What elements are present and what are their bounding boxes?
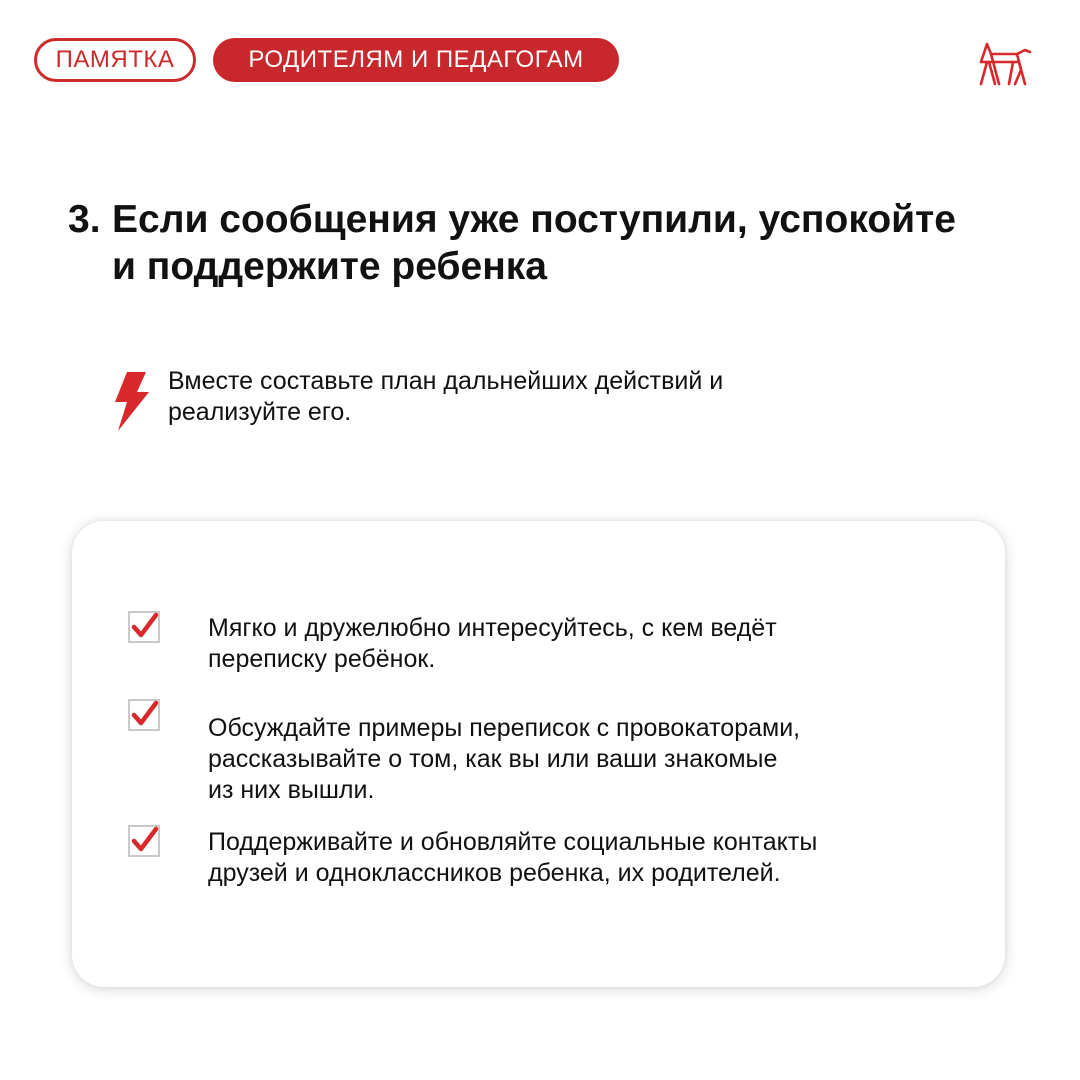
intro-line-1: Вместе составьте план дальнейших действий и	[168, 367, 724, 395]
checklist-card	[72, 521, 1005, 987]
checklist-item-text	[208, 827, 968, 889]
section-title-line-1: Если сообщения уже поступили, успокойте	[112, 198, 956, 241]
checklist-item-line-2: переписку ребёнок.	[208, 645, 436, 673]
horse-logo-icon	[975, 40, 1035, 88]
checklist-item-text	[208, 713, 968, 806]
checkmark-icon	[128, 825, 160, 857]
section-title	[112, 196, 1022, 290]
checkmark-icon	[128, 699, 160, 731]
tag-parents-teachers: РОДИТЕЛЯМ И ПЕДАГОГАМ	[213, 38, 619, 82]
checklist-item-line-1: Мягко и дружелюбно интересуйтесь, с кем ведёт	[208, 614, 777, 642]
section-title-line-2: и поддержите ребенка	[112, 245, 547, 288]
checklist-item-text	[208, 613, 968, 675]
checkmark-icon	[128, 611, 160, 643]
intro-text	[168, 366, 888, 428]
checklist-item-line-3: из них вышли.	[208, 776, 375, 804]
lightning-icon	[113, 370, 149, 432]
section-number: 3.	[68, 198, 101, 241]
checklist-item-line-2: рассказывайте о том, как вы или ваши знакомые	[208, 745, 778, 773]
checklist-item-line-1: Поддерживайте и обновляйте социальные контакты	[208, 828, 818, 856]
tag-pamyatka: ПАМЯТКА	[34, 38, 196, 82]
checklist-item-line-2: друзей и одноклассников ребенка, их родителей.	[208, 859, 781, 887]
checklist-item-line-1: Обсуждайте примеры переписок с провокаторами,	[208, 714, 801, 742]
intro-line-2: реализуйте его.	[168, 398, 352, 426]
